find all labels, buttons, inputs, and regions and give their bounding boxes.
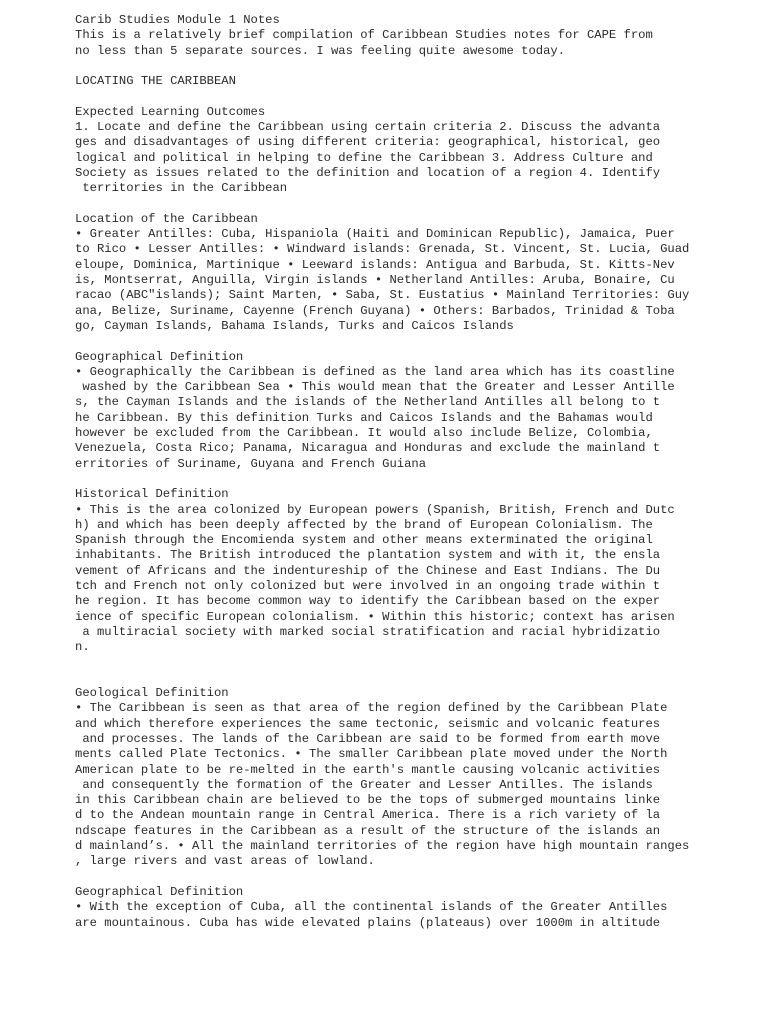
text-line: in this Caribbean chain are believed to be the tops of submerged mountains linke xyxy=(75,793,661,808)
text-line: • This is the area colonized by European powers (Spanish, British, French and Dutc xyxy=(75,502,675,517)
document-title: Carib Studies Module 1 Notes xyxy=(75,13,280,27)
intro-line: no less than 5 separate sources. I was feeling quite awesome today. xyxy=(75,43,566,58)
text-line: a multiracial society with marked social stratification and racial hybridizatio xyxy=(75,624,661,639)
text-line: vement of Africans and the indentureship of the Chinese and East Indians. The Du xyxy=(75,563,661,578)
text-line: racao (ABC"islands); Saint Marten, • Saba, St. Eustatius • Mainland Territories: Guy xyxy=(75,288,690,303)
text-line: inhabitants. The British introduced the plantation system and with it, the ensla xyxy=(75,548,661,563)
text-line: ana, Belize, Suriname, Cayenne (French Guyana) • Others: Barbados, Trinidad & Toba xyxy=(75,303,675,318)
document-page xyxy=(75,13,755,931)
section-heading: Expected Learning Outcomes xyxy=(75,104,266,119)
text-line: and consequently the formation of the Greater and Lesser Antilles. The islands xyxy=(75,777,653,792)
text-line: , large rivers and vast areas of lowland. xyxy=(75,854,375,869)
text-line: are mountainous. Cuba has wide elevated plains (plateaus) over 1000m in altitude xyxy=(75,915,661,930)
text-line: • The Caribbean is seen as that area of the region defined by the Caribbean Plate xyxy=(75,701,668,716)
text-line: 1. Locate and define the Caribbean using certain criteria 2. Discuss the advanta xyxy=(75,120,661,135)
text-line: and processes. The lands of the Caribbean are said to be formed from earth move xyxy=(75,731,661,746)
section-heading: Geographical Definition xyxy=(75,349,244,364)
text-line: • Geographically the Caribbean is defined as the land area which has its coastline xyxy=(75,364,675,379)
intro-line: This is a relatively brief compilation of Caribbean Studies notes for CAPE from xyxy=(75,28,653,43)
text-line: d to the Andean mountain range in Central America. There is a rich variety of la xyxy=(75,808,661,823)
text-line: logical and political in helping to define the Caribbean 3. Address Culture and xyxy=(75,150,653,165)
text-line: territories in the Caribbean xyxy=(75,181,288,196)
text-line: n. xyxy=(75,640,90,655)
text-line: he Caribbean. By this definition Turks and Caicos Islands and the Bahamas would xyxy=(75,410,653,425)
text-line: ndscape features in the Caribbean as a result of the structure of the islands an xyxy=(75,823,661,838)
text-line: washed by the Caribbean Sea • This would mean that the Greater and Lesser Antille xyxy=(75,380,675,395)
text-line: go, Cayman Islands, Bahama Islands, Turks and Caicos Islands xyxy=(75,318,514,333)
text-line: tch and French not only colonized but were involved in an ongoing trade within t xyxy=(75,578,661,593)
section-heading: Location of the Caribbean xyxy=(75,211,258,226)
text-line: ments called Plate Tectonics. • The smaller Caribbean plate moved under the North xyxy=(75,747,668,762)
text-line: American plate to be re-melted in the earth's mantle causing volcanic activities xyxy=(75,762,661,777)
topic-title: LOCATING THE CARIBBEAN xyxy=(75,74,236,89)
text-line: ges and disadvantages of using different criteria: geographical, historical, geo xyxy=(75,135,661,150)
text-line: is, Montserrat, Anguilla, Virgin islands • Netherland Antilles: Aruba, Bonaire, Cu xyxy=(75,273,675,288)
text-line: h) and which has been deeply affected by the brand of European Colonialism. The xyxy=(75,517,653,532)
section-heading: Geographical Definition xyxy=(75,884,244,899)
text-line: eloupe, Dominica, Martinique • Leeward islands: Antigua and Barbuda, St. Kitts-Nev xyxy=(75,257,675,272)
text-line: however be excluded from the Caribbean. It would also include Belize, Colombia, xyxy=(75,426,653,441)
section-heading: Historical Definition xyxy=(75,487,229,502)
text-line: to Rico • Lesser Antilles: • Windward islands: Grenada, St. Vincent, St. Lucia, Guad xyxy=(75,242,690,257)
text-line: d mainland’s. • All the mainland territories of the region have high mountain ranges xyxy=(75,839,690,854)
text-line: Spanish through the Encomienda system and other means exterminated the original xyxy=(75,533,653,548)
text-line: • With the exception of Cuba, all the continental islands of the Greater Antilles xyxy=(75,900,668,915)
text-line: and which therefore experiences the same tectonic, seismic and volcanic features xyxy=(75,716,661,731)
text-line: Society as issues related to the definition and location of a region 4. Identify xyxy=(75,165,661,180)
text-line: Venezuela, Costa Rico; Panama, Nicaragua and Honduras and exclude the mainland t xyxy=(75,441,661,456)
text-line: he region. It has become common way to identify the Caribbean based on the exper xyxy=(75,594,661,609)
text-line: • Greater Antilles: Cuba, Hispaniola (Haiti and Dominican Republic), Jamaica, Puer xyxy=(75,227,675,242)
section-heading: Geological Definition xyxy=(75,686,229,701)
text-line: ience of specific European colonialism. • Within this historic; context has arisen xyxy=(75,609,675,624)
text-line: s, the Cayman Islands and the islands of the Netherland Antilles all belong to t xyxy=(75,395,661,410)
text-line: erritories of Suriname, Guyana and French Guiana xyxy=(75,456,427,471)
